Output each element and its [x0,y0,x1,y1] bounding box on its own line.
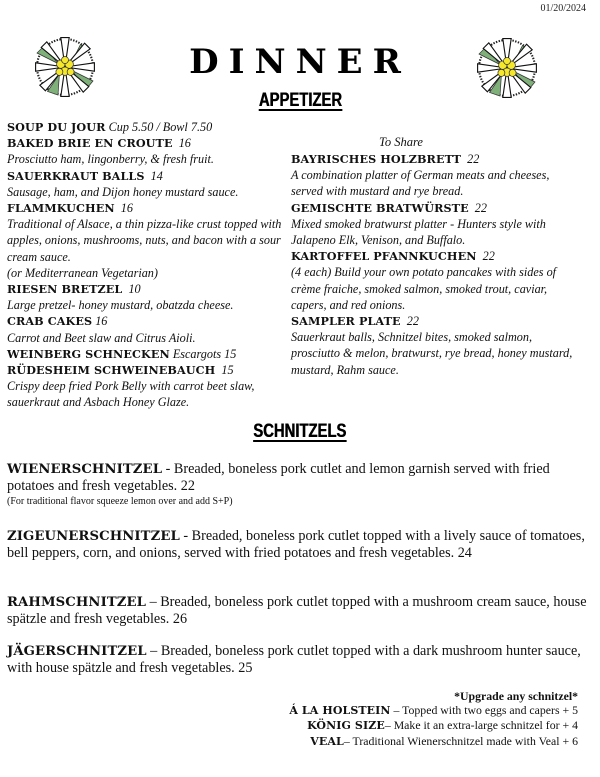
upgrade-options [289,689,578,749]
to-share-heading: To Share [379,135,423,149]
menu-item: BAKED BRIE EN CROUTE 16 Prosciutto ham, lingonberry, & fresh fruit. [7,136,214,167]
schnitzel-item: WIENERSCHNITZEL - Breaded, boneless pork cutlet and lemon garnish served with fried potatoes and fresh vegetables. 22 (For traditional flavor squeeze lemon over and add S+P) [7,461,550,507]
menu-item: RÜDESHEIM SCHWEINEBAUCH 15 Crispy deep fried Pork Belly with carrot beet slaw, sauerkraut and Asbach Honey Glaze. [7,363,255,410]
appetizer-left-column [7,119,292,411]
upgrade-item: Á LA HOLSTEIN – Topped with two eggs and capers + 5 [289,703,578,718]
upgrade-item: KÖNIG SIZE– Make it an extra-large schnitzel for + 4 [307,718,578,733]
menu-item: CRAB CAKES 16 Carrot and Beet slaw and Citrus Aioli. [7,314,196,345]
menu-item: SAUERKRAUT BALLS 14 Sausage, ham, and Dijon honey mustard sauce. [7,168,239,199]
menu-item: GEMISCHTE BRATWÜRSTE 22 Mixed smoked bratwurst platter - Hunters style with Jalapeno Elk, Venison, and Buffalo. [291,200,546,248]
upgrade-heading: *Upgrade any schnitzel* [454,689,578,703]
menu-item: RIESEN BRETZEL 10 Large pretzel- honey mustard, obatzda cheese. [7,282,234,313]
menu-item: FLAMMKUCHEN 16 Traditional of Alsace, a thin pizza-like crust topped with apples, onions, mushrooms, nuts, and bacon with a sour cream sauce. (or Mediterranean Vegetarian) [7,201,282,280]
upgrade-item: VEAL– Traditional Wienerschnitzel made with Veal + 6 [310,733,578,748]
menu-item: SOUP DU JOUR Cup 5.50 / Bowl 7.50 [7,120,213,134]
menu-date: 01/20/2024 [540,3,586,14]
schnitzels-heading: SCHNITZELS [253,421,347,442]
schnitzel-item: ZIGEUNERSCHNITZEL - Breaded, boneless pork cutlet topped with a lively sauce of tomatoes, bell peppers, corn, and onions, served with fried potatoes and fresh vegetables. 24 [7,528,585,561]
page-title: DINNER [189,42,411,82]
menu-item: KARTOFFEL PFANNKUCHEN 22 (4 each) Build your own potato pancakes with sides of crème fraiche, smoked salmon, smoked trout, caviar, capers, and red onions. [291,249,557,312]
menu-item: BAYRISCHES HOLZBRETT 22 A combination platter of German meats and cheeses, served with mustard and rye bread. [291,152,550,199]
appetizer-heading: APPETIZER [258,90,342,111]
appetizer-share-column [291,151,591,378]
schnitzel-item: JÄGERSCHNITZEL – Breaded, boneless pork cutlet topped with a dark mushroom hunter sauce, with house spätzle and fresh vegetables. 25 [7,643,581,676]
menu-item: SAMPLER PLATE 22 Sauerkraut balls, Schnitzel bites, smoked salmon, prosciutto & melon, bratwurst, rye bread, honey mustard, mustard, Rahm sauce. [291,314,573,377]
menu-item: WEINBERG SCHNECKEN Escargots 15 [7,346,237,361]
schnitzel-item: RAHMSCHNITZEL – Breaded, boneless pork cutlet topped with a mushroom cream sauce, house spätzle and fresh vegetables. 26 [7,594,587,627]
